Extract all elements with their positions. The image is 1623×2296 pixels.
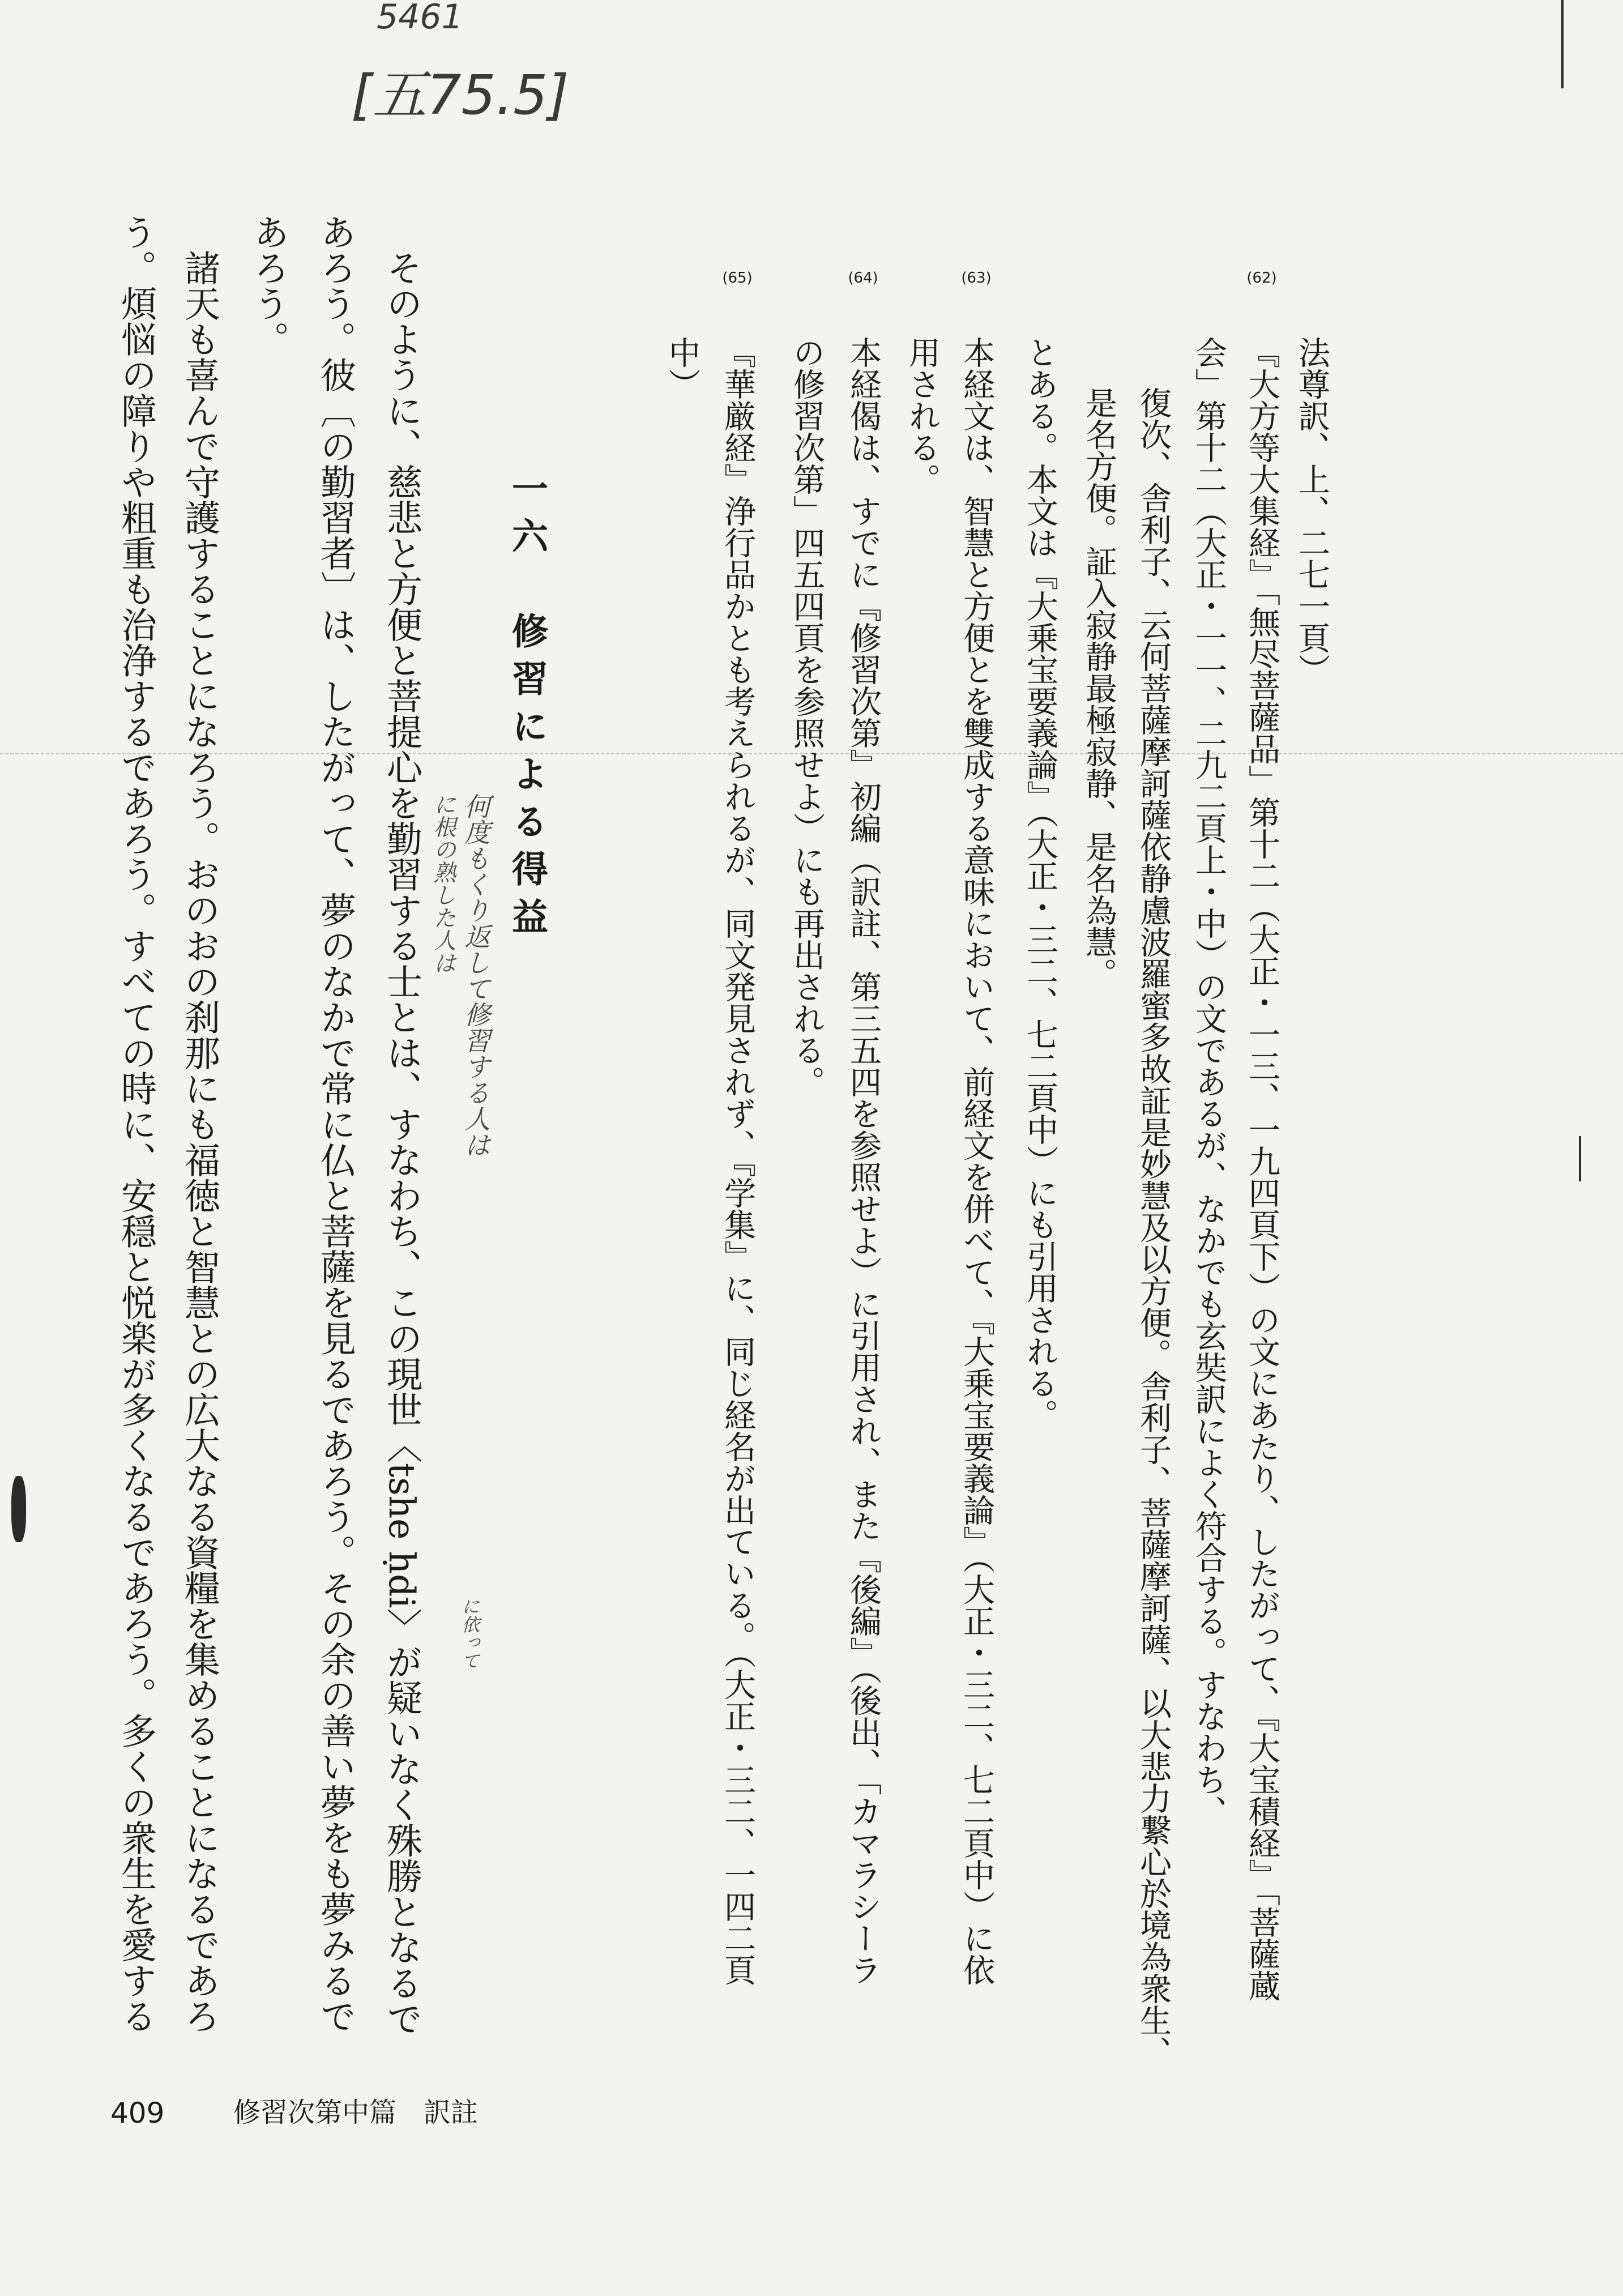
note-marker: (63) xyxy=(961,270,992,287)
handwritten-margin-note: に依って xyxy=(459,1597,480,1670)
body-line: 諸天も喜んで守護することになろう。おのおの刹那にも福徳と智慧との広大なる資糧を集めることになるであろ xyxy=(179,250,220,2034)
note-line: 会」第十二（大正・一一、二九二頁上・中）の文であるが、なかでも玄奘訳によく符合する。すなわち、 xyxy=(1190,336,1227,1827)
note-marker: (65) xyxy=(722,270,753,287)
note-quotation-line: 復次、舎利子、云何菩薩摩訶薩依静慮波羅蜜多故証是妙慧及以方便。舎利子、菩薩摩訶薩、以大悲力繋心於境為衆生、 xyxy=(1135,387,1172,2068)
handwritten-margin-note: に根の熟した人は xyxy=(430,793,456,974)
body-line: そのように、慈悲と方便と菩提心を勤習する士とは、すなわち、この現世〈tshe ḥdi〉が疑いなく殊勝となるで xyxy=(381,250,422,2037)
handwritten-catalog-number: 5461 xyxy=(377,0,463,37)
scan-edge-mark xyxy=(1561,0,1564,88)
scan-edge-blob xyxy=(11,1476,26,1542)
note-line: 本経偈は、すでに『修習次第』初編（訳註、第三五四を参照せよ）に引用され、また『後編』（後出、「カマラシーラ xyxy=(845,336,882,1986)
section-title: 修習による得益 xyxy=(506,612,548,945)
note-line: 用される。 xyxy=(904,336,941,495)
note-quotation-line: 是名方便。証入寂静最極寂静、是名為慧。 xyxy=(1080,387,1117,989)
note-line: の修習次第」四五四頁を参照せよ）にも再出される。 xyxy=(788,336,825,1098)
note-line: 『華厳経』浄行品かとも考えられるが、同文発見されず、『学集』に、同じ経名が出ている。（大正・三二、一四二頁 xyxy=(719,336,756,1986)
note-marker: (64) xyxy=(848,270,878,287)
note-line: 中） xyxy=(664,336,701,400)
section-number: 一六 xyxy=(506,470,548,565)
body-line: あろう。彼〔の勤習者〕は、したがって、夢のなかで常に仏と菩薩を見るであろう。その余の善い夢をも夢みるで xyxy=(315,214,356,2034)
note-continuation-line: 法尊訳、上、二七一頁） xyxy=(1293,336,1330,685)
handwritten-shelf-mark: [五75.5] xyxy=(351,63,569,127)
body-line: あろう。 xyxy=(248,214,289,357)
body-line: う。煩悩の障りや粗重も治浄するであろう。すべての時に、安穏と悦楽が多くなるであろう。多くの衆生を愛する xyxy=(116,214,157,2034)
note-line: 本経文は、智慧と方便とを雙成する意味において、前経文を併べて、『大乗宝要義論』（大正・三二、七二頁中）に依 xyxy=(958,336,995,1986)
note-line: とある。本文は『大乗宝要義論』（大正・三二、七二頁中）にも引用される。 xyxy=(1022,336,1058,1431)
scan-edge-mark xyxy=(1579,1136,1581,1181)
section-heading xyxy=(506,470,548,945)
note-marker: (62) xyxy=(1246,270,1277,287)
note-line: 『大方等大集経』「無尽菩薩品」第十二（大正・一三、一九四頁下）の文にあたり、したがって、『大宝積経』「菩薩蔵 xyxy=(1244,336,1280,2001)
page-number: 409 xyxy=(110,2097,165,2129)
handwritten-margin-note: 何度もくり返して修習する人は xyxy=(460,793,491,1158)
running-head: 修習次第中篇 訳註 xyxy=(233,2097,479,2128)
